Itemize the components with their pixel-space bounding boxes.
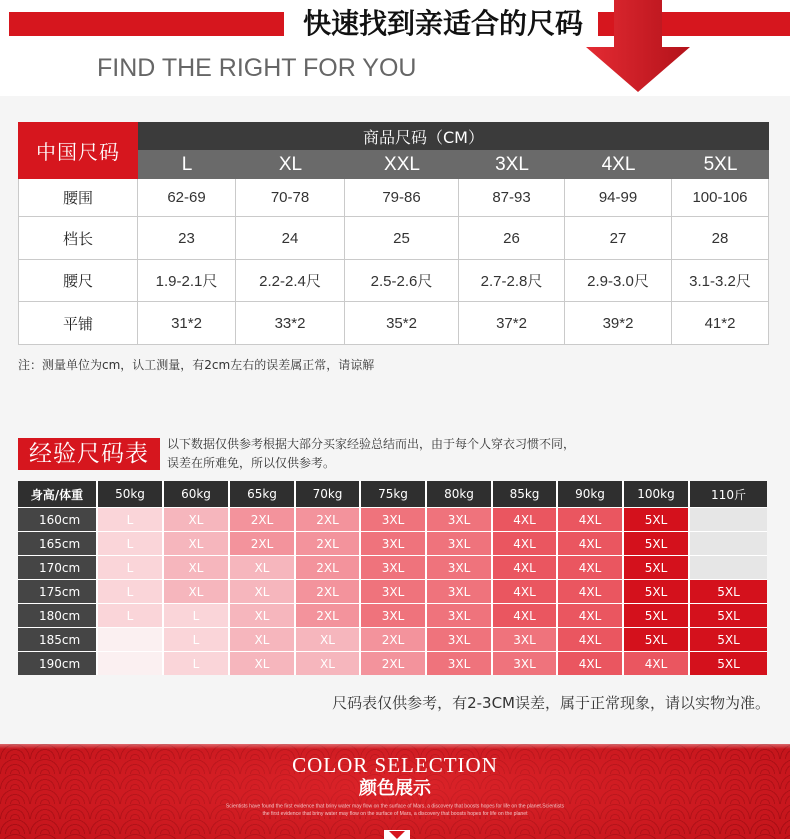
page-title: 快速找到亲适合的尺码 (302, 7, 583, 40)
measurement-value: 35*2 (345, 302, 459, 345)
measurement-value: 37*2 (459, 302, 565, 345)
recommended-size-cell: XL (164, 556, 228, 579)
fine-print-line: Scientists have found the first evidence that briny water may flow on the surface of Mars, a discovery that boosts hopes for life on the planet.Scientists (225, 803, 565, 809)
recommended-size-cell: XL (230, 652, 294, 675)
recommended-size-cell: 5XL (624, 628, 688, 651)
size-chart-note: 注：测量单位为cm，认工测量，有2cm左右的误差属正常，请谅解 (18, 358, 375, 372)
recommended-size-cell: 4XL (493, 604, 556, 627)
weight-column-header: 100kg (624, 481, 688, 507)
size-column-header: 3XL (459, 150, 565, 179)
measurement-value: 79-86 (345, 179, 459, 217)
measurement-value: 2.7-2.8尺 (459, 260, 565, 302)
measurement-value: 26 (459, 217, 565, 260)
recommended-size-cell: 4XL (493, 580, 556, 603)
measurement-label: 档长 (18, 217, 138, 260)
recommended-size-cell: L (98, 556, 162, 579)
recommended-size-cell: 3XL (427, 532, 491, 555)
recommended-size-cell: 3XL (361, 604, 425, 627)
measurement-value: 31*2 (138, 302, 236, 345)
recommended-size-cell: 4XL (558, 628, 622, 651)
recommended-size-cell: XL (230, 628, 294, 651)
measurement-value: 2.5-2.6尺 (345, 260, 459, 302)
recommended-size-cell: 3XL (493, 628, 556, 651)
recommended-size-cell: 2XL (296, 604, 359, 627)
weight-column-header: 70kg (296, 481, 359, 507)
recommended-size-cell: 2XL (361, 652, 425, 675)
recommended-size-cell: 5XL (624, 604, 688, 627)
measurement-label: 腰尺 (18, 260, 138, 302)
measurement-value: 100-106 (672, 179, 769, 217)
size-column-header: L (138, 150, 236, 179)
measurement-value: 2.2-2.4尺 (236, 260, 345, 302)
measurement-value: 25 (345, 217, 459, 260)
recommended-size-cell: XL (230, 580, 294, 603)
recommended-size-cell: 2XL (230, 532, 294, 555)
weight-column-header: 60kg (164, 481, 228, 507)
recommended-size-cell: L (98, 508, 162, 531)
measurement-value: 62-69 (138, 179, 236, 217)
measurement-label: 平铺 (18, 302, 138, 345)
recommended-size-cell: L (164, 628, 228, 651)
recommended-size-cell: 3XL (361, 508, 425, 531)
recommended-size-cell: XL (296, 628, 359, 651)
recommended-size-cell (690, 532, 767, 555)
recommended-size-cell: 2XL (361, 628, 425, 651)
measurement-value: 94-99 (565, 179, 672, 217)
recommended-size-cell: 5XL (624, 556, 688, 579)
recommended-size-cell: 4XL (558, 604, 622, 627)
recommended-size-cell: 5XL (624, 580, 688, 603)
height-row-label: 190cm (18, 652, 96, 675)
height-weight-corner-label: 身高/体重 (18, 481, 96, 507)
recommended-size-cell: XL (230, 556, 294, 579)
recommended-size-cell: 5XL (690, 580, 767, 603)
recommended-size-cell: 5XL (624, 508, 688, 531)
measurement-value: 27 (565, 217, 672, 260)
experience-chart-footnote: 尺码表仅供参考，有2-3CM误差，属于正常现象，请以实物为准。 (332, 694, 770, 712)
recommended-size-cell: 4XL (493, 556, 556, 579)
recommended-size-cell: 2XL (296, 580, 359, 603)
experience-size-table (18, 481, 767, 675)
header-left-bar (9, 12, 284, 36)
size-column-header: 4XL (565, 150, 672, 179)
measurement-label: 腰围 (18, 179, 138, 217)
recommended-size-cell: 2XL (296, 556, 359, 579)
recommended-size-cell: 4XL (493, 532, 556, 555)
recommended-size-cell: XL (164, 580, 228, 603)
description-line: 以下数据仅供参考根据大部分买家经验总结而出，由于每个人穿衣习惯不同， (167, 437, 576, 451)
recommended-size-cell: L (164, 652, 228, 675)
recommended-size-cell: 3XL (427, 556, 491, 579)
recommended-size-cell: 3XL (427, 508, 491, 531)
recommended-size-cell: L (98, 580, 162, 603)
weight-column-header: 90kg (558, 481, 622, 507)
recommended-size-cell: XL (230, 604, 294, 627)
measurement-value: 70-78 (236, 179, 345, 217)
measurement-value: 39*2 (565, 302, 672, 345)
recommended-size-cell: 4XL (493, 508, 556, 531)
measurement-value: 24 (236, 217, 345, 260)
measurement-value: 33*2 (236, 302, 345, 345)
recommended-size-cell: 3XL (361, 556, 425, 579)
recommended-size-cell: 5XL (690, 652, 767, 675)
height-row-label: 175cm (18, 580, 96, 603)
recommended-size-cell: L (98, 604, 162, 627)
color-selection-title: COLOR SELECTION (292, 753, 498, 777)
recommended-size-cell: 5XL (690, 604, 767, 627)
height-row-label: 160cm (18, 508, 96, 531)
weight-column-header: 50kg (98, 481, 162, 507)
measurement-value: 3.1-3.2尺 (672, 260, 769, 302)
height-row-label: 185cm (18, 628, 96, 651)
recommended-size-cell: 3XL (361, 532, 425, 555)
weight-column-header: 85kg (493, 481, 556, 507)
recommended-size-cell: 2XL (230, 508, 294, 531)
measurement-value: 2.9-3.0尺 (565, 260, 672, 302)
recommended-size-cell: 4XL (558, 652, 622, 675)
size-column-header: XXL (345, 150, 459, 179)
recommended-size-cell: L (98, 532, 162, 555)
recommended-size-cell: XL (296, 652, 359, 675)
color-selection-banner (0, 744, 790, 839)
description-line: 误差在所难免，所以仅供参考。 (167, 456, 336, 470)
weight-column-header: 75kg (361, 481, 425, 507)
recommended-size-cell: 4XL (624, 652, 688, 675)
recommended-size-cell: 3XL (493, 652, 556, 675)
measurement-value: 23 (138, 217, 236, 260)
recommended-size-cell: XL (164, 532, 228, 555)
recommended-size-cell: L (164, 604, 228, 627)
measurement-value: 1.9-2.1尺 (138, 260, 236, 302)
down-triangle-icon (384, 830, 410, 839)
height-row-label: 180cm (18, 604, 96, 627)
recommended-size-cell: 4XL (558, 556, 622, 579)
recommended-size-cell: 3XL (427, 628, 491, 651)
recommended-size-cell: 4XL (558, 532, 622, 555)
weight-column-header: 110斤 (690, 481, 767, 507)
measurement-value: 87-93 (459, 179, 565, 217)
recommended-size-cell: 3XL (361, 580, 425, 603)
fine-print-line: the first evidence that briny water may flow on the surface of Mars, a discovery that boosts hopes for life on the planet (262, 811, 528, 817)
down-arrow-icon (584, 0, 692, 94)
size-column-header: 5XL (672, 150, 769, 179)
height-row-label: 170cm (18, 556, 96, 579)
recommended-size-cell (690, 556, 767, 579)
recommended-size-cell (98, 628, 162, 651)
weight-column-header: 80kg (427, 481, 491, 507)
recommended-size-cell: 5XL (690, 628, 767, 651)
page-subtitle: FIND THE RIGHT FOR YOU (97, 54, 417, 82)
recommended-size-cell: 2XL (296, 508, 359, 531)
recommended-size-cell: 4XL (558, 508, 622, 531)
recommended-size-cell: 4XL (558, 580, 622, 603)
recommended-size-cell: 3XL (427, 604, 491, 627)
experience-chart-description (167, 435, 575, 473)
recommended-size-cell: 2XL (296, 532, 359, 555)
size-chart-group-header: 商品尺码（CM） (138, 122, 769, 150)
banner-fine-print (59, 803, 731, 818)
size-chart-corner-label: 中国尺码 (18, 122, 138, 179)
recommended-size-cell: 5XL (624, 532, 688, 555)
measurement-value: 41*2 (672, 302, 769, 345)
recommended-size-cell (98, 652, 162, 675)
recommended-size-cell: 3XL (427, 580, 491, 603)
size-chart-table (18, 122, 769, 345)
measurement-value: 28 (672, 217, 769, 260)
recommended-size-cell: 3XL (427, 652, 491, 675)
recommended-size-cell: XL (164, 508, 228, 531)
weight-column-header: 65kg (230, 481, 294, 507)
height-row-label: 165cm (18, 532, 96, 555)
size-column-header: XL (236, 150, 345, 179)
color-selection-subtitle: 颜色展示 (359, 778, 431, 799)
experience-chart-title: 经验尺码表 (18, 438, 160, 470)
recommended-size-cell (690, 508, 767, 531)
